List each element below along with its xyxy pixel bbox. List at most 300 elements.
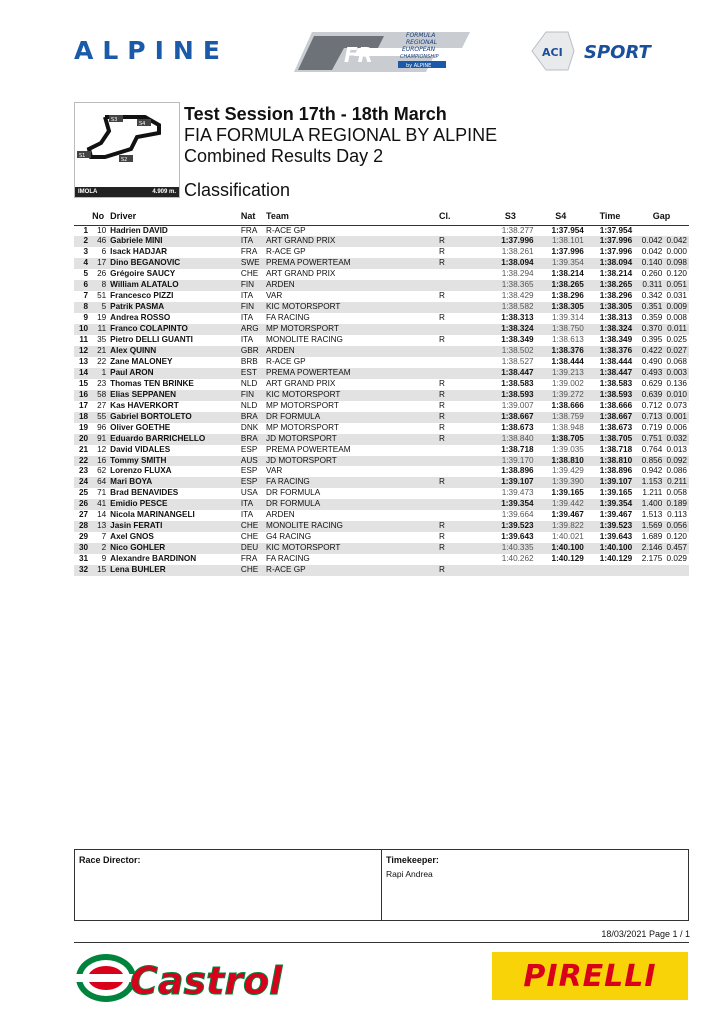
- cell-team: R-ACE GP: [264, 565, 437, 576]
- cell-interval: 0.086: [666, 466, 687, 476]
- cell-interval: 0.003: [664, 368, 689, 379]
- sector-label: S1: [79, 153, 86, 159]
- cell-driver: Franco COLAPINTO: [108, 324, 239, 335]
- table-row: [74, 445, 689, 456]
- cell-driver: Alex QUINN: [108, 346, 239, 357]
- cell-time: 1:38.214: [599, 269, 633, 279]
- cell-team: DR FORMULA: [264, 412, 437, 423]
- castrol-logo: [70, 950, 310, 1006]
- cell-class: [437, 357, 485, 368]
- cell-gap: 0.359: [641, 313, 663, 323]
- table-row: [74, 368, 689, 379]
- cell-car-number: 71: [97, 488, 107, 498]
- cell-time: 1:39.467: [599, 510, 633, 520]
- cell-s3: 1:38.277: [501, 225, 534, 235]
- cell-s3: 1:38.349: [501, 335, 534, 345]
- cell-s3: 1:38.840: [485, 434, 535, 445]
- cell-position: 2: [74, 236, 90, 247]
- cell-position: 3: [83, 247, 89, 257]
- cell-s3: 1:39.523: [485, 521, 535, 532]
- cell-s4: 1:38.376: [536, 346, 586, 357]
- col-s4: S4: [536, 208, 586, 225]
- cell-time: 1:38.305: [586, 302, 634, 313]
- cell-time: 1:38.313: [599, 313, 633, 323]
- table-row: [74, 466, 689, 477]
- table-row: [74, 313, 689, 324]
- cell-interval: [664, 225, 689, 236]
- cell-time: 1:38.094: [586, 258, 634, 269]
- fr-championship-logo: [284, 28, 472, 74]
- cell-interval: 0.189: [664, 499, 689, 510]
- cell-position: 28: [74, 521, 90, 532]
- table-row: [74, 390, 689, 401]
- cell-team: ART GRAND PRIX: [264, 236, 437, 247]
- cell-time: 1:40.100: [586, 543, 634, 554]
- cell-nationality: EST: [239, 368, 264, 379]
- cell-s4: 1:38.750: [536, 324, 586, 335]
- cell-s3: 1:38.365: [485, 280, 535, 291]
- fr-logo-mark: FR: [344, 43, 374, 67]
- cell-gap: 0.856: [634, 456, 664, 467]
- fr-logo-by: by ALPINE: [406, 63, 432, 69]
- aci-badge: ACI: [542, 46, 563, 59]
- cell-position: 15: [78, 378, 89, 388]
- fr-logo-line3: EUROPEAN: [402, 46, 436, 53]
- sector-label: S4: [139, 121, 146, 127]
- cell-car-number: 26: [97, 269, 107, 279]
- cell-nationality: FRA: [240, 247, 258, 257]
- cell-class: [437, 302, 485, 313]
- report-date: 18/03/2021: [601, 929, 647, 939]
- race-director-label: Race Director:: [79, 855, 141, 865]
- cell-driver: Eduardo BARRICHELLO: [108, 434, 239, 445]
- footer-date-page: [601, 929, 690, 939]
- cell-interval: 0.008: [666, 313, 687, 323]
- cell-gap: 1.211: [642, 488, 663, 498]
- fr-logo-line4: CHAMPIONSHIP: [400, 54, 439, 60]
- cell-team: R-ACE GP: [266, 356, 306, 366]
- table-row: [74, 412, 689, 423]
- table-row: [74, 357, 689, 368]
- cell-driver: Andrea ROSSO: [110, 313, 171, 323]
- cell-position: 17: [78, 400, 89, 410]
- cell-class: [437, 456, 485, 467]
- cell-driver: Hadrien DAVID: [110, 225, 168, 235]
- cell-s3: 1:38.502: [485, 346, 535, 357]
- col-team: Team: [264, 208, 437, 225]
- cell-s4: 1:38.759: [536, 412, 586, 423]
- table-row: [74, 423, 689, 434]
- cell-interval: 0.010: [664, 390, 689, 401]
- cell-team: JD MOTORSPORT: [264, 434, 437, 445]
- cell-driver: Lorenzo FLUXA: [110, 466, 172, 476]
- cell-nationality: SWE: [239, 258, 264, 269]
- cell-interval: [664, 565, 689, 576]
- cell-s4: 1:40.129: [551, 554, 584, 564]
- sector-label: S3: [111, 117, 118, 123]
- table-row: [74, 554, 689, 565]
- fr-logo-line1: FORMULA: [406, 32, 436, 39]
- cell-s4: 1:38.810: [536, 456, 586, 467]
- cell-s4: 1:38.296: [551, 291, 584, 301]
- track-map: [74, 102, 180, 198]
- cell-interval: 0.098: [664, 258, 689, 269]
- track-layout-icon: [75, 103, 179, 187]
- table-row: [74, 225, 689, 236]
- cell-nationality: ITA: [240, 291, 254, 301]
- cell-time: 1:38.810: [586, 456, 634, 467]
- cell-class: R: [437, 390, 485, 401]
- cell-team: ARDEN: [266, 510, 295, 520]
- cell-gap: 1.569: [634, 521, 664, 532]
- cell-class: R: [439, 291, 445, 301]
- table-row: [74, 247, 689, 258]
- cell-s4: 1:39.467: [551, 510, 584, 520]
- cell-position: 23: [78, 466, 89, 476]
- cell-time: 1:38.673: [599, 422, 633, 432]
- cell-interval: 0.029: [666, 554, 687, 564]
- cell-s3: 1:38.896: [501, 466, 534, 476]
- cell-driver: Lena BUHLER: [108, 565, 239, 576]
- cell-time: 1:38.667: [586, 412, 634, 423]
- cell-class: R: [437, 434, 485, 445]
- cell-nationality: ITA: [240, 313, 254, 323]
- cell-nationality: BRA: [239, 412, 264, 423]
- cell-interval: 0.006: [666, 422, 687, 432]
- cell-s4: 1:38.613: [551, 335, 584, 345]
- cell-driver: Mari BOYA: [108, 477, 239, 488]
- cell-team: PREMA POWERTEAM: [266, 444, 351, 454]
- cell-gap: 0.342: [641, 291, 663, 301]
- sector-label: S2: [121, 157, 128, 163]
- cell-time: 1:38.376: [586, 346, 634, 357]
- cell-gap: 0.370: [634, 324, 664, 335]
- cell-interval: 0.457: [664, 543, 689, 554]
- table-row: [74, 456, 689, 467]
- cell-time: 1:37.996: [599, 247, 633, 257]
- cell-position: 7: [83, 291, 89, 301]
- cell-s3: 1:40.335: [485, 543, 535, 554]
- cell-s3: 1:38.294: [501, 269, 534, 279]
- cell-interval: 0.113: [667, 510, 687, 520]
- page-number: Page 1 / 1: [648, 929, 690, 939]
- cell-car-number: 13: [90, 521, 108, 532]
- cell-interval: 0.031: [666, 291, 687, 301]
- cell-s4: 1:39.314: [551, 313, 584, 323]
- cell-time: 1:38.718: [599, 444, 633, 454]
- cell-time: 1:38.444: [599, 356, 633, 366]
- cell-class: R: [437, 258, 485, 269]
- cell-position: 24: [74, 477, 90, 488]
- col-class: Cl.: [437, 208, 485, 225]
- cell-driver: Grégoire SAUCY: [110, 269, 176, 279]
- cell-gap: 0.042: [634, 236, 664, 247]
- table-row: [74, 434, 689, 445]
- cell-driver: Jasin FERATI: [108, 521, 239, 532]
- cell-car-number: 10: [97, 225, 107, 235]
- cell-team: DR FORMULA: [266, 488, 321, 498]
- cell-s3: 1:38.429: [501, 291, 534, 301]
- cell-interval: 0.092: [664, 456, 689, 467]
- cell-time: 1:39.643: [599, 532, 633, 542]
- cell-driver: Pietro DELLI GUANTI: [110, 335, 193, 345]
- cell-team: FA RACING: [266, 313, 310, 323]
- cell-time: 1:38.447: [586, 368, 634, 379]
- alpine-logo: ALPINE: [74, 36, 229, 65]
- cell-gap: [634, 565, 664, 576]
- cell-driver: Francesco PIZZI: [110, 291, 174, 301]
- cell-class: [437, 368, 485, 379]
- cell-team: ARDEN: [264, 280, 437, 291]
- cell-time: 1:38.583: [599, 378, 633, 388]
- col-driver: Driver: [108, 208, 239, 225]
- cell-car-number: 27: [97, 400, 107, 410]
- cell-s4: 1:39.442: [536, 499, 586, 510]
- castrol-wordmark: Castrol: [130, 959, 283, 1003]
- cell-time: 1:39.107: [586, 477, 634, 488]
- cell-class: R: [437, 236, 485, 247]
- race-director-cell: [75, 850, 381, 920]
- cell-nationality: ITA: [240, 335, 254, 345]
- cell-interval: 0.056: [664, 521, 689, 532]
- cell-gap: 0.751: [634, 434, 664, 445]
- cell-s3: 1:39.664: [501, 510, 534, 520]
- cell-position: 27: [78, 510, 89, 520]
- cell-position: 1: [83, 225, 89, 235]
- cell-driver: Emidio PESCE: [108, 499, 239, 510]
- cell-team: MP MOTORSPORT: [266, 422, 339, 432]
- cell-position: 21: [78, 444, 89, 454]
- signature-box: [74, 849, 689, 921]
- cell-class: R: [439, 313, 445, 323]
- cell-team: PREMA POWERTEAM: [264, 368, 437, 379]
- aci-sport-text: SPORT: [584, 42, 651, 63]
- cell-time: 1:38.593: [586, 390, 634, 401]
- cell-driver: Nicola MARINANGELI: [110, 510, 195, 520]
- cell-interval: 0.136: [666, 378, 687, 388]
- cell-car-number: 21: [90, 346, 108, 357]
- cell-gap: 0.764: [641, 444, 663, 454]
- cell-position: 12: [74, 346, 90, 357]
- cell-time: [586, 565, 634, 576]
- cell-driver: David VIDALES: [110, 444, 171, 454]
- cell-s4: 1:38.214: [551, 269, 584, 279]
- cell-interval: 0.000: [666, 247, 687, 257]
- cell-team: JD MOTORSPORT: [264, 456, 437, 467]
- cell-team: VAR: [266, 466, 283, 476]
- cell-nationality: ITA: [240, 510, 254, 520]
- cell-nationality: FIN: [239, 390, 264, 401]
- cell-interval: 0.051: [664, 280, 689, 291]
- cell-car-number: 55: [90, 412, 108, 423]
- col-nat: Nat: [239, 208, 264, 225]
- cell-nationality: BRA: [239, 434, 264, 445]
- cell-nationality: DNK: [240, 422, 259, 432]
- cell-nationality: BRB: [240, 356, 258, 366]
- cell-team: VAR: [266, 291, 283, 301]
- cell-interval: 0.211: [664, 477, 689, 488]
- cell-s3: 1:39.643: [501, 532, 534, 542]
- cell-car-number: 14: [97, 510, 107, 520]
- cell-time: 1:38.296: [599, 291, 633, 301]
- cell-position: 32: [74, 565, 90, 576]
- table-row: [74, 401, 689, 412]
- table-row: [74, 269, 689, 280]
- cell-nationality: FIN: [239, 280, 264, 291]
- cell-class: R: [437, 565, 485, 576]
- cell-gap: 0.422: [634, 346, 664, 357]
- cell-car-number: 6: [101, 247, 107, 257]
- cell-car-number: 51: [97, 291, 107, 301]
- cell-car-number: 23: [97, 378, 107, 388]
- cell-s3: 1:40.262: [501, 554, 534, 564]
- cell-gap: 2.175: [641, 554, 663, 564]
- cell-class: [437, 510, 485, 521]
- table-row: [74, 488, 689, 499]
- results-table: [74, 208, 689, 576]
- cell-interval: 0.025: [666, 335, 687, 345]
- cell-car-number: 19: [97, 313, 107, 323]
- cell-driver: Nico GOHLER: [108, 543, 239, 554]
- cell-driver: Elias SEPPANEN: [108, 390, 239, 401]
- cell-s3: 1:38.593: [485, 390, 535, 401]
- cell-car-number: 8: [90, 280, 108, 291]
- cell-gap: 0.490: [641, 356, 663, 366]
- cell-car-number: 17: [90, 258, 108, 269]
- table-row: [74, 499, 689, 510]
- table-row: [74, 477, 689, 488]
- cell-team: FA RACING: [266, 554, 310, 564]
- cell-time: 1:38.666: [599, 400, 633, 410]
- cell-gap: 0.395: [641, 335, 663, 345]
- cell-team: R-ACE GP: [266, 225, 306, 235]
- table-row: [74, 258, 689, 269]
- cell-interval: 0.013: [666, 444, 687, 454]
- cell-s3: 1:38.673: [501, 422, 534, 432]
- table-row: [74, 565, 689, 576]
- cell-nationality: ESP: [239, 477, 264, 488]
- cell-gap: [634, 225, 664, 236]
- cell-team: KIC MOTORSPORT: [264, 302, 437, 313]
- table-row: [74, 379, 689, 390]
- cell-car-number: 96: [97, 422, 107, 432]
- cell-class: [437, 346, 485, 357]
- cell-class: R: [439, 335, 445, 345]
- cell-time: 1:39.523: [586, 521, 634, 532]
- col-time: Time: [586, 208, 634, 225]
- cell-s4: 1:37.996: [551, 247, 584, 257]
- cell-driver: Kas HAVERKORT: [110, 400, 179, 410]
- cell-nationality: ESP: [240, 444, 258, 454]
- cell-interval: 0.120: [666, 269, 687, 279]
- fr-logo-line2: REGIONAL: [406, 39, 438, 46]
- cell-position: 26: [74, 499, 90, 510]
- table-row: [74, 521, 689, 532]
- cell-class: [437, 269, 485, 280]
- cell-s3: 1:38.447: [485, 368, 535, 379]
- cell-car-number: 41: [90, 499, 108, 510]
- event-title: Test Session 17th - 18th March: [184, 104, 447, 124]
- cell-time: 1:39.354: [586, 499, 634, 510]
- cell-position: 22: [74, 456, 90, 467]
- cell-s4: 1:38.705: [536, 434, 586, 445]
- cell-nationality: ARG: [239, 324, 264, 335]
- cell-time: 1:38.705: [586, 434, 634, 445]
- cell-position: 29: [78, 532, 89, 542]
- cell-s3: 1:38.261: [501, 247, 534, 257]
- cell-s4: 1:40.100: [536, 543, 586, 554]
- cell-interval: 0.027: [664, 346, 689, 357]
- cell-s4: [536, 565, 586, 576]
- cell-driver: Oliver GOETHE: [110, 422, 171, 432]
- cell-car-number: 58: [90, 390, 108, 401]
- cell-nationality: CHE: [239, 521, 264, 532]
- pirelli-logo: [492, 952, 688, 1000]
- cell-car-number: 91: [90, 434, 108, 445]
- cell-s3: 1:38.527: [501, 356, 534, 366]
- cell-gap: 1.513: [641, 510, 663, 520]
- cell-gap: 0.042: [641, 247, 663, 257]
- cell-class: R: [437, 521, 485, 532]
- cell-s3: 1:38.313: [501, 313, 534, 323]
- cell-team: PREMA POWERTEAM: [264, 258, 437, 269]
- cell-gap: 0.942: [641, 466, 663, 476]
- cell-s3: 1:39.170: [485, 456, 535, 467]
- cell-interval: 0.120: [666, 532, 687, 542]
- cell-position: 9: [83, 313, 89, 323]
- cell-s4: 1:39.035: [551, 444, 584, 454]
- cell-time: 1:37.954: [599, 225, 633, 235]
- cell-nationality: CHE: [240, 532, 259, 542]
- table-row: [74, 236, 689, 247]
- cell-gap: 0.639: [634, 390, 664, 401]
- cell-car-number: 12: [97, 444, 107, 454]
- cell-driver: Paul ARON: [108, 368, 239, 379]
- cell-s4: 1:39.002: [551, 378, 584, 388]
- cell-nationality: ESP: [240, 466, 258, 476]
- cell-driver: Dino BEGANOVIC: [108, 258, 239, 269]
- cell-nationality: GBR: [239, 346, 264, 357]
- cell-gap: 0.493: [634, 368, 664, 379]
- cell-s3: 1:39.473: [501, 488, 534, 498]
- col-s3: S3: [485, 208, 535, 225]
- table-row: [74, 280, 689, 291]
- cell-car-number: 64: [90, 477, 108, 488]
- cell-s4: 1:38.265: [536, 280, 586, 291]
- table-row: [74, 324, 689, 335]
- table-row: [74, 346, 689, 357]
- cell-car-number: 5: [90, 302, 108, 313]
- cell-interval: 0.058: [666, 488, 687, 498]
- cell-s4: 1:37.954: [551, 225, 584, 235]
- cell-class: [437, 499, 485, 510]
- cell-driver: William ALATALO: [108, 280, 239, 291]
- cell-time: 1:39.165: [599, 488, 633, 498]
- cell-interval: 0.073: [666, 400, 687, 410]
- cell-gap: 2.146: [634, 543, 664, 554]
- cell-team: KIC MOTORSPORT: [264, 543, 437, 554]
- cell-gap: 0.140: [634, 258, 664, 269]
- cell-team: R-ACE GP: [266, 247, 306, 257]
- cell-class: [437, 280, 485, 291]
- cell-class: R: [439, 247, 445, 257]
- cell-position: 18: [74, 412, 90, 423]
- cell-s4: 1:39.390: [536, 477, 586, 488]
- cell-gap: 0.260: [641, 269, 663, 279]
- cell-class: R: [437, 477, 485, 488]
- cell-s4: 1:39.822: [536, 521, 586, 532]
- cell-position: 30: [74, 543, 90, 554]
